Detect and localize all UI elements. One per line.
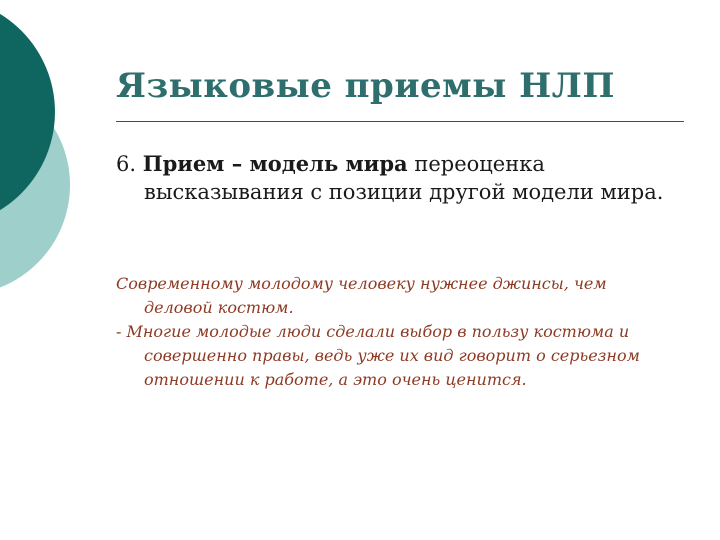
point-term: Прием – модель мира [142,151,408,176]
slide-title: Языковые приемы НЛП [116,66,615,106]
point-description: переоценка высказывания с позиции другой модели мира. [144,152,664,204]
title-divider [116,121,684,122]
example-statement: Современному молодому человеку нужнее джинсы, чем деловой костюм. [116,274,607,317]
point-number: 6. [116,152,137,176]
example-block [116,272,656,392]
decorative-circles [0,0,100,300]
example-response: - Многие молодые люди сделали выбор в пользу костюма и совершенно правы, ведь уже их вид говорит о серьезном отношении к работе, а это очень ценится. [116,322,640,389]
point-paragraph [116,150,704,206]
